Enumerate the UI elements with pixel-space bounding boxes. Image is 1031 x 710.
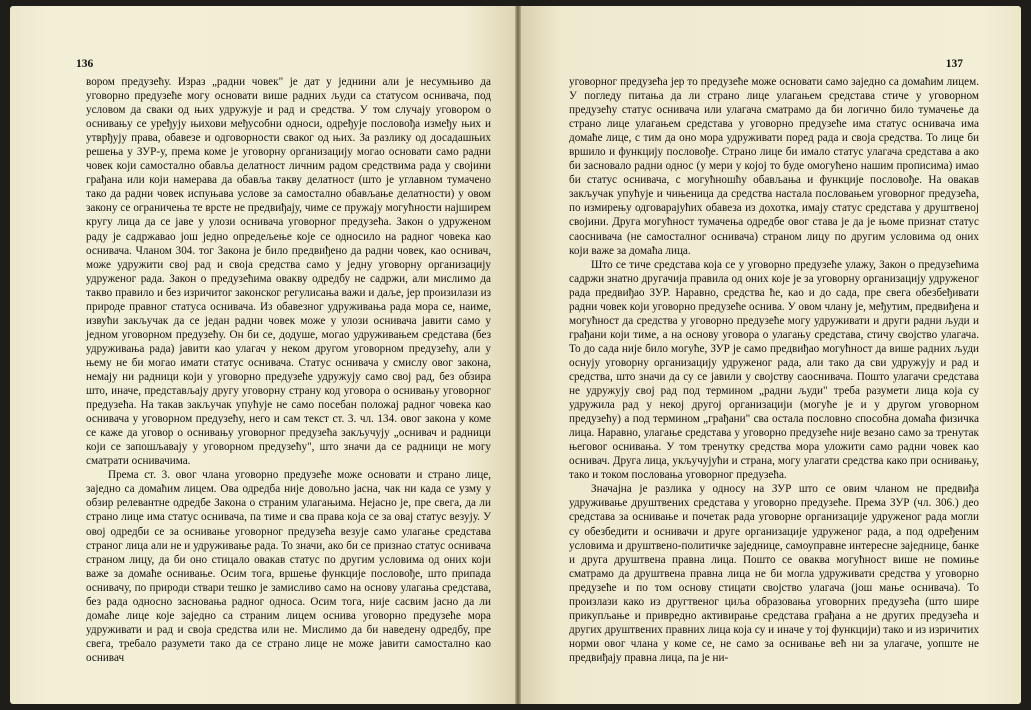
left-page-body xyxy=(86,75,491,665)
paragraph: Према ст. 3. овог члана уговорно предузеће може основати и страно лице, заједно са домаћим лицем. Ова одредба није довољно јасна, чак ни када се узму у обзир релевантне одредбе Закона о страним улагањима. Нејасно је, пре свега, да ли страно лице има статус оснивача, па тиме и сва права која се за овај статус везују. У овој одредби се за оснивање уговорног предузећа везује само улагање средстава страног лица али не и удруживање рада. То значи, ако би се признао статус оснивача страном лицу, да би оно стицало овакав статус по другим условима од оних који важе за домаће оснивање. Осим тога, вршење функције пословође, што припада оснивачу, по природи ствари тешко је замисливо само на основу улагања средстава, без рада односно засновања радног односа. Осим тога, није сасвим јасно да ли домаће лице које заједно са страним лицем оснива уговорно предузеће мора удруживати и рад и своја средства или не. Мислимо да би наведену одредбу, пре свега, требало разумети тако да се страно лице не може јавити самостално као оснивач xyxy=(86,469,491,664)
right-page-body xyxy=(569,75,979,665)
left-page xyxy=(10,6,515,704)
paragraph: вором предузећу. Израз „радни човек" је дат у једнини али је несумњиво да уговорно предузеће могу основати више радних људи са статусом оснивача, под условом да сваки од њих удружује и рад и средства. У том случају уговором о оснивању се уређују њихови међусобни односи, одређује пословођа између њих и утврђују права, обавезе и одговорности сваког од њих. За разлику од досадашњих решења у ЗУР-у, према коме је уговорну организацију могао основати само радни човек који самостално обавља делатност личним радом средствима рада у својини грађана или који намерава да обавља такву делатност (што је углавном тумачено тако да радни човек испуњава услове за самостално обављање делатности) у овом закону се ограничења те врсте не предвиђају, чиме се пружају могућности најширем кругу лица да се јаве у улози оснивача уговорног предузећа. Закон о удруженом раду је садржавао још једно опредељење које се односило на радног човека као оснивача. Чланом 304. тог Закона је било предвиђено да радни човек, као оснивач, може удружити свој рад и своја средства само у једну уговорну организацију удруженог рада. Закон о предузећима овакву одредбу не садржи, али мислимо да такво правило и без изричитог законског регулисања важи и даље, јер произилази из природе правног статуса оснивача. Из обавезног удруживања рада мора се, наиме, извући закључак да се један радни човек може у улози оснивача јавити само у једном уговорном предузећу. Он би се, додуше, могао удруживањем средстава (без удруживања рада) јавити као улагач у неком другом уговорном предузећу, али у њему не би могао имати статус оснивача. Статус оснивача у смислу овог закона, немају ни радници који у уговорно предузеће удружују само свој рад, без обзира што, иначе, представљају другу уговорну страну код уговора о оснивању уговорног предузећа. На такав закључак упућује не само посебан положај радног човека као оснивача у уговорном предузећу, него и сам текст ст. 3. чл. 134. овог закона у коме се каже да уговор о оснивању уговорног предузећа закључују „оснивач и радници који се запошљавају у уговорном предузећу", што значи да се радници не могу сматрати оснивачима. xyxy=(86,76,491,468)
paragraph: Што се тиче средстава која се у уговорно предузеће улажу, Закон о предузећима садржи знатно другачија правила од оних које је за уговорну организацију удруженог рада предвиђао ЗУР. Наравно, средства ће, као и до сада, пре свега обезбеђивати радни човек који уговорно предузеће оснива. У овом члану је, међутим, предвиђена и могућност да средства у уговорно предузеће могу удруживати и други радни људи и грађани који тиме, а на основу уговора о улагању средстава, стичу својство улагача. То до сада није било могуће, ЗУР је само предвиђао могућност да више радних људи оснују уговорну организацију удруженог рада, али тако да сви удружују и рад и средства, што значи да су се јавили у својству саоснивача. Пошто улагачи средстава не удружују свој рад под термином „радни људи" треба разумети лица која су удружила рад у некој другој организацији (могуће је и у другом уговорном предузећу) а под термином „грађани" сва остала пословно способна домаћа физичка лица. Наравно, улагање средстава у уговорно предузеће није везано само за тренутак његовог оснивања. У том тренутку средства мора уложити само радни човек као оснивач. Друга лица, укључујући и страна, могу улагати средства како при оснивању, тако и током пословања уговорног предузећа. xyxy=(569,258,979,482)
page-number-right: 137 xyxy=(945,58,963,70)
page-number-left: 136 xyxy=(76,58,94,70)
right-page xyxy=(521,6,1021,704)
paragraph: Значајна је разлика у односу на ЗУР што се овим чланом не предвиђа удруживање друштвених средстава у уговорно предузеће. Према ЗУР (чл. 306.) део средстава за оснивање и почетак рада уговорне организације удруженог рада могли су обезбедити и оснивачи и друге организације удруженог рада, а под одређеним условима и друштвено-политичке заједнице, самоуправне интересне заједнице, банке и друга друштвена правна лица. Пошто се оваква могућност више не помиње сматрамо да друштвена правна лица не би могла удруживати средства у уговорно предузеће и по том основу стицати својство улагача (још мање оснивача). То произлази како из другтвеног циља образовања уговорних предузећа (што шире прикупљање и привредно активирање средстава грађана а не других предузећа и других друштвених правних лица која су и иначе у тој функцији) тако и из изричитих норми овог члана у коме се, не само за оснивање већ ни за улагаче, уопште не предвиђају правна лица, па је ни- xyxy=(569,483,979,664)
paragraph: уговорног предузећа јер то предузеће може основати само заједно са домаћим лицем. У погледу питања да ли страно лице улагањем средстава стиче у уговорном предузећу статус оснивача или улагача сматрамо да би логично било тумачење да страно лице улагањем средстава у уговорно предузеће има статус оснивача има домаће лице, с тим да оно мора удруживати поред рада и своја средства. То лице би вршило и функцију пословође. Страно лице би имало статус улагача средстава а ако би засновало радни однос (у мери у којој то буде омогућено нашим прописима) имао би статус оснивача, с могућношћу обављања и функције пословође. На овакав закључак упућује и чињеница да средства настала пословањем уговорног предузећа, по измирењу одговарајућих обавеза из дохотка, имају статус средстава у друштвеној својини. Друга могућност тумачења одредбе овог става је да је њоме признат статус саоснивача (не самосталног оснивача) страном лицу по другим условима од оних који важе за домаћа лица. xyxy=(569,76,979,257)
